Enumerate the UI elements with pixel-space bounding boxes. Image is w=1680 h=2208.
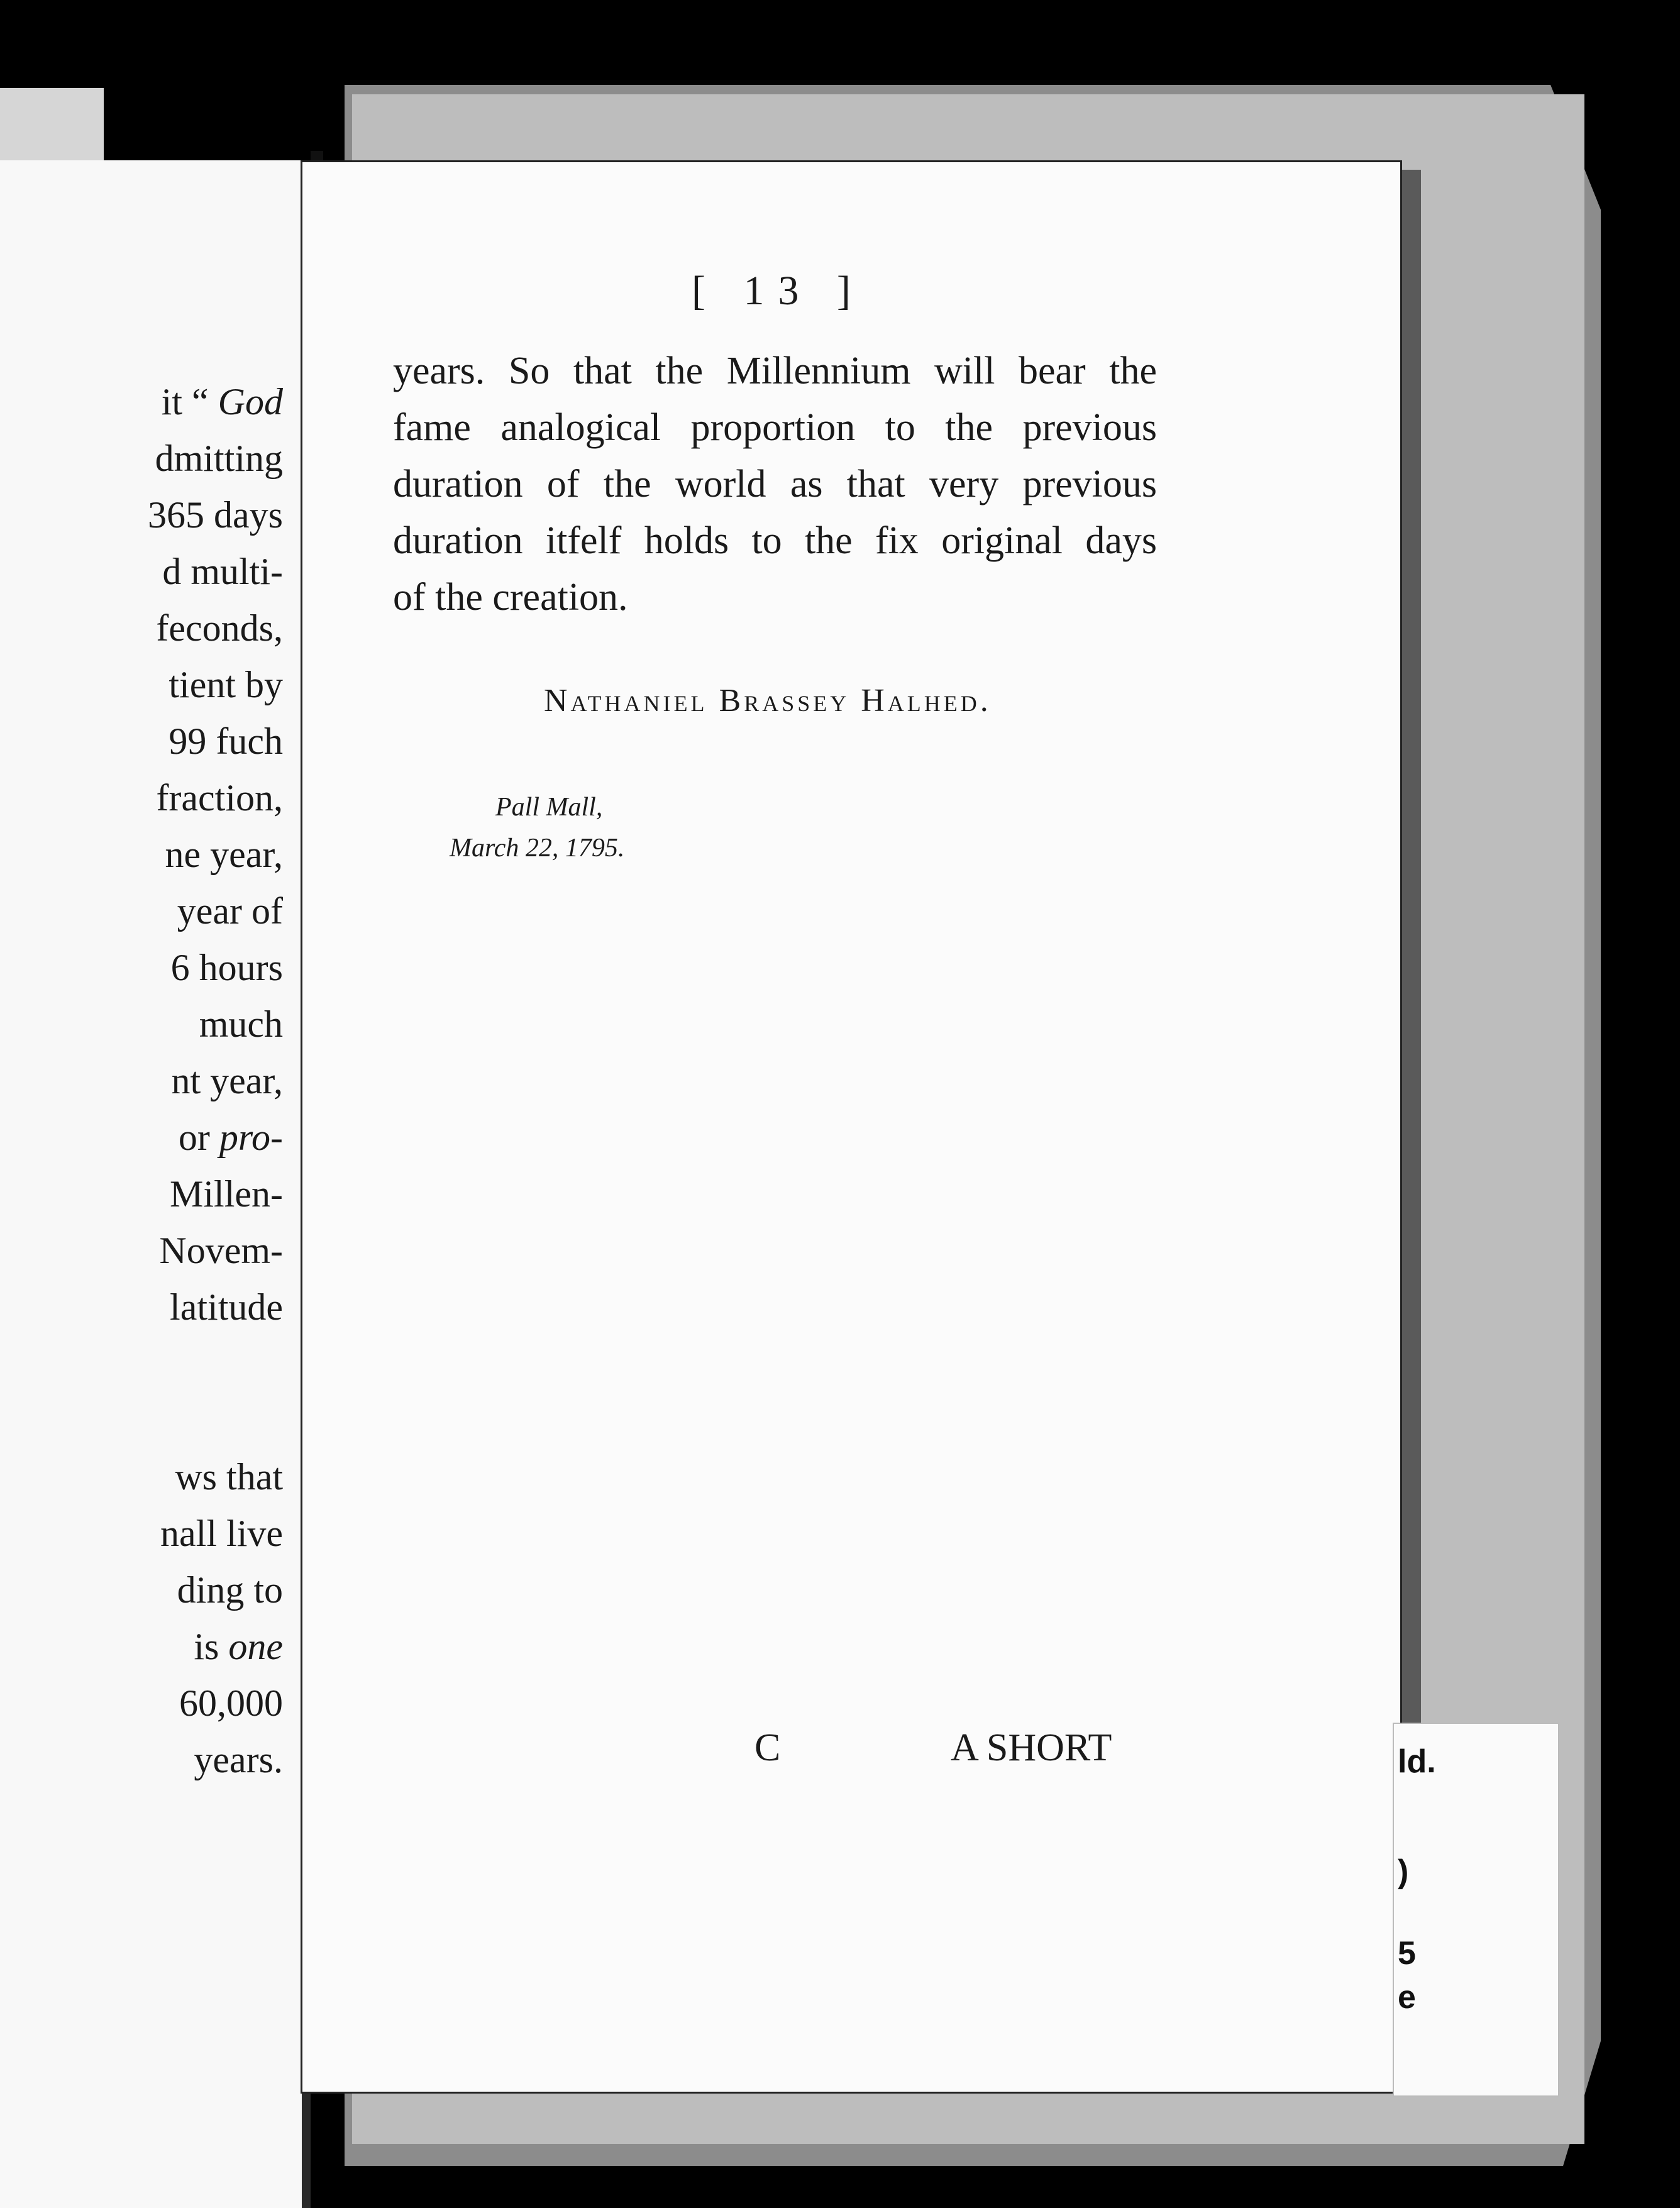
label-line: ld.	[1398, 1743, 1436, 1780]
left-page-line	[169, 663, 283, 707]
left-line-text: d multi-	[162, 551, 283, 592]
body-line-last: of the creation.	[393, 576, 628, 619]
left-page-line	[169, 720, 283, 763]
author-signature: Nathaniel Brassey Halhed.	[544, 683, 992, 719]
left-page-line	[171, 946, 283, 990]
body-line: fame analogical proportion to the previous	[393, 406, 1157, 449]
left-page-line	[155, 437, 283, 480]
left-page-line	[179, 1682, 283, 1725]
body-line: years. So that the Millennium will bear the	[393, 350, 1157, 392]
catchword: A SHORT	[951, 1726, 1112, 1769]
label-line: )	[1398, 1853, 1409, 1890]
left-page-line	[177, 890, 283, 933]
left-page-line	[175, 1455, 283, 1499]
left-line-text: nall live	[160, 1513, 283, 1554]
left-line-text: ding to	[177, 1569, 283, 1611]
label-line: e	[1398, 1979, 1416, 2016]
left-page-line	[177, 1569, 283, 1612]
left-line-text: dmitting	[155, 438, 283, 479]
left-line-text: much	[199, 1003, 283, 1045]
left-line-text: Novem-	[159, 1230, 283, 1271]
left-line-text: ws that	[175, 1456, 283, 1498]
left-line-text: nt year,	[171, 1060, 283, 1101]
left-line-text: feconds,	[156, 607, 283, 649]
left-line-italic: pro-	[219, 1117, 283, 1158]
left-line-text: is	[194, 1626, 229, 1667]
date-line: March 22, 1795.	[450, 834, 625, 863]
body-line: duration of the world as that very previous	[393, 463, 1157, 505]
left-page-line	[148, 494, 283, 537]
library-label-card	[1393, 1723, 1559, 2097]
left-page-line	[179, 1116, 283, 1159]
left-line-italic: one	[228, 1626, 283, 1667]
left-page-line	[160, 1512, 283, 1555]
left-page-line	[159, 1229, 283, 1272]
left-line-text: 60,000	[179, 1682, 283, 1724]
left-page-line	[162, 380, 283, 424]
left-page-line	[199, 1003, 283, 1046]
left-line-text: or	[178, 1117, 219, 1158]
left-line-text: it “	[161, 381, 218, 422]
left-line-text: Millen-	[170, 1173, 283, 1215]
left-page-line	[194, 1738, 283, 1782]
page-number: [ 13 ]	[692, 268, 865, 314]
left-line-text: 365 days	[148, 494, 283, 536]
signature-mark: C	[754, 1726, 781, 1769]
label-line: 5	[1398, 1935, 1416, 1972]
left-line-text: year of	[177, 890, 283, 932]
left-page-line	[165, 833, 283, 876]
place-line: Pall Mall,	[495, 793, 603, 822]
left-line-text: ne year,	[165, 834, 283, 875]
left-page-line	[162, 550, 283, 593]
left-page-line	[156, 776, 283, 820]
left-page-line	[170, 1173, 283, 1216]
left-page	[0, 160, 311, 2208]
left-line-italic: God	[218, 381, 283, 422]
left-page-line	[194, 1625, 283, 1669]
left-line-text: tient by	[169, 664, 283, 705]
body-line: duration itfelf holds to the fix original days	[393, 519, 1157, 562]
left-page-line	[156, 607, 283, 650]
left-line-text: 99 fuch	[169, 720, 283, 762]
left-line-text: 6 hours	[170, 947, 283, 988]
left-line-text: fraction,	[156, 777, 283, 819]
left-line-text: years.	[194, 1739, 283, 1780]
left-page-line	[171, 1059, 283, 1103]
right-page	[301, 160, 1402, 2094]
left-page-line	[170, 1286, 283, 1329]
left-line-text: latitude	[170, 1286, 283, 1328]
